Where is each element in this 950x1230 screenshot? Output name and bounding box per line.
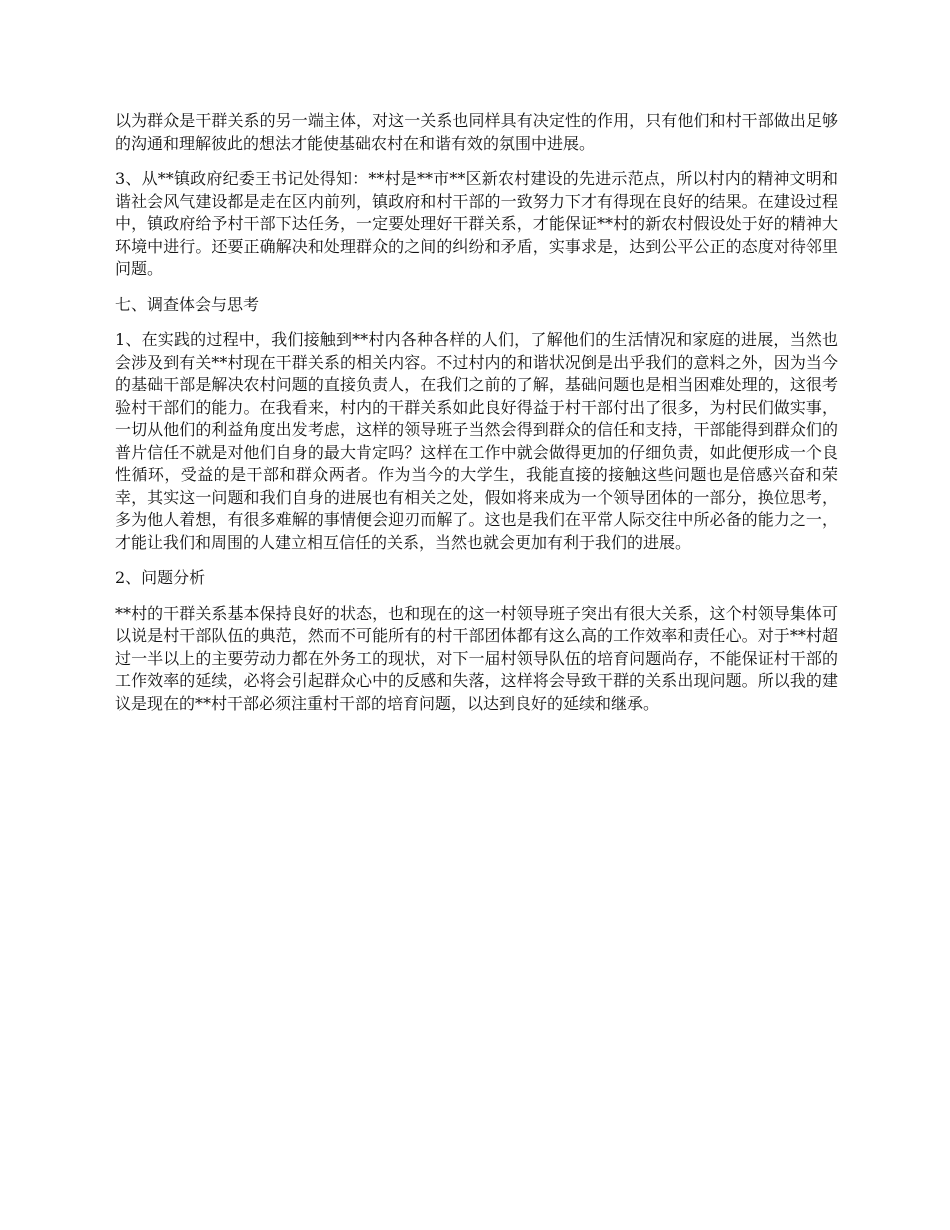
section-heading-7: 七、调查体会与思考 bbox=[115, 294, 260, 314]
paragraph-point-3: 3、从**镇政府纪委王书记处得知：**村是**市**区新农村建设的先进示范点，所以村内的精神文明和谐社会风气建设都是走在区内前列，镇政府和村干部的一致努力下才有得现在良好的结果。在建设过程中，镇政府给予村干部下达任务，一定要处理好干群关系，才能保证**村的新农村假设处于好的精神大环境中进行。还要正确解决和处理群众的之间的纠纷和矛盾，实事求是，达到公平公正的态度对待邻里问题。 bbox=[115, 169, 838, 278]
paragraph-problem-analysis: **村的干群关系基本保持良好的状态，也和现在的这一村领导班子突出有很大关系，这个村领导集体可以说是村干部队伍的典范，然而不可能所有的村干部团体都有这么高的工作效率和责任心。对于**村超过一半以上的主要劳动力都在外务工的现状，对下一届村领导队伍的培育问题尚存，不能保证村干部的工作效率的延续，必将会引起群众心中的反感和失落，这样将会导致干群的关系出现问题。所以我的建议是现在的**村干部必须注重村干部的培育问题，以达到良好的延续和继承。 bbox=[115, 603, 838, 713]
paragraph-intro-continuation: 以为群众是干群关系的另一端主体，对这一关系也同样具有决定性的作用，只有他们和村干部做出足够的沟通和理解彼此的想法才能使基础农村在和谐有效的氛围中进展。 bbox=[115, 111, 838, 153]
subheading-problem-analysis: 2、问题分析 bbox=[115, 568, 206, 587]
document-body bbox=[115, 110, 838, 728]
paragraph-point-1-reflection: 1、在实践的过程中，我们接触到**村内各种各样的人们，了解他们的生活情况和家庭的进展，当然也会涉及到有关**村现在干群关系的相关内容。不过村内的和谐状况倒是出乎我们的意料之外，因为当今的基础干部是解决农村问题的直接负责人，在我们之前的了解，基础问题也是相当困难处理的，这很考验村干部们的能力。在我看来，村内的干群关系如此良好得益于村干部付出了很多，为村民们做实事，一切从他们的利益角度出发考虑，这样的领导班子当然会得到群众的信任和支持，干部能得到群众们的普片信任不就是对他们自身的最大肯定吗？这样在工作中就会做得更加的仔细负责，如此便形成一个良性循环，受益的是干部和群众两者。作为当今的大学生，我能直接的接触这些问题也是倍感兴奋和荣幸，其实这一问题和我们自身的进展也有相关之处，假如将来成为一个领导团体的一部分，换位思考，多为他人着想，有很多难解的事情便会迎刃而解了。这也是我们在平常人际交往中所必备的能力之一，才能让我们和周围的人建立相互信任的关系，当然也就会更加有利于我们的进展。 bbox=[115, 330, 838, 552]
